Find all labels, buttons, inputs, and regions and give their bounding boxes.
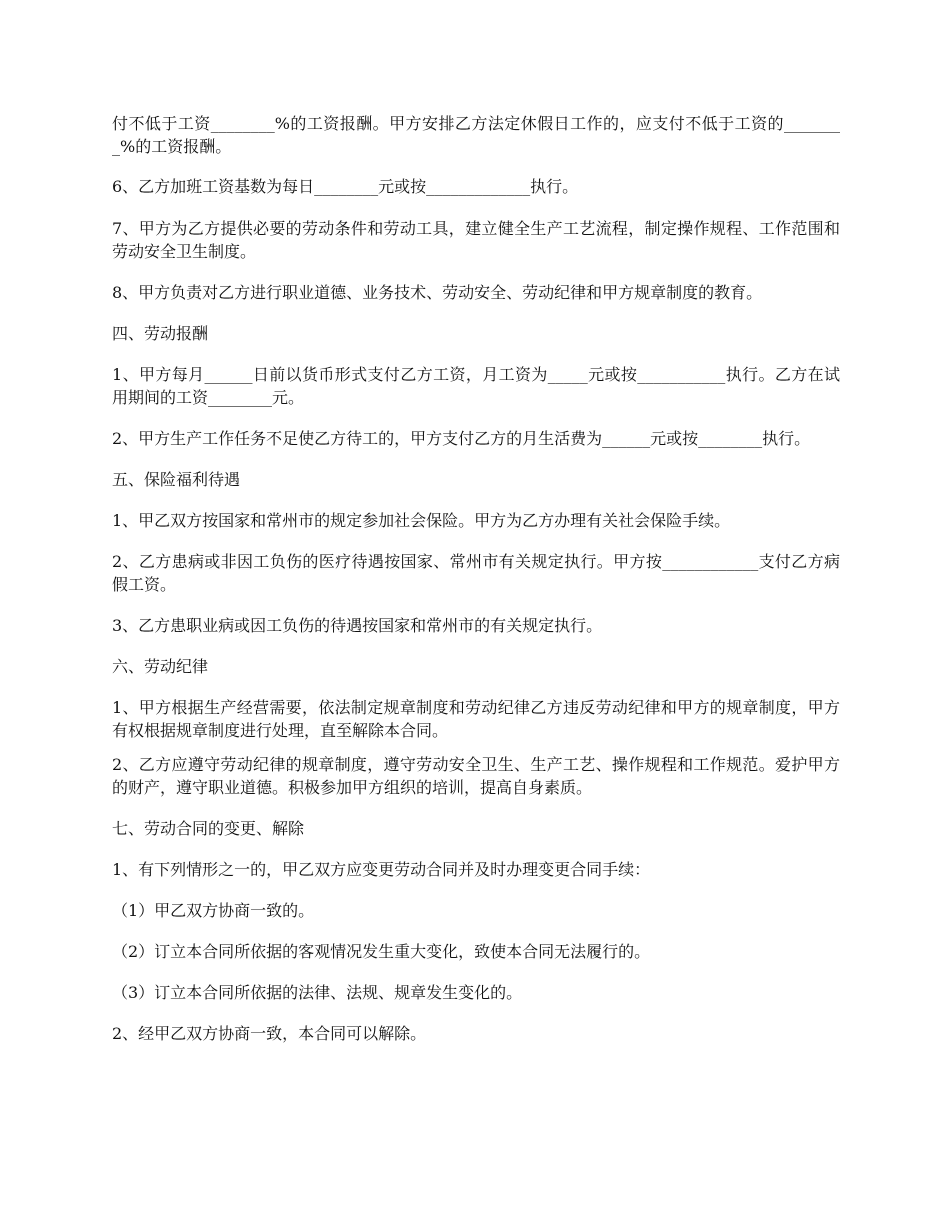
clause-6-overtime-base: 6、乙方加班工资基数为每日________元或按_____________执行。: [112, 177, 579, 196]
section-heading-4-remuneration: 四、劳动报酬: [112, 324, 209, 343]
discipline-clause-1: 1、甲方根据生产经营需要，依法制定规章制度和劳动纪律乙方违反劳动纪律和甲方的规章制度，甲方有权根据规章制度进行处理，直至解除本合同。: [112, 698, 840, 740]
change-item-2: （2）订立本合同所依据的客观情况发生重大变化，致使本合同无法履行的。: [112, 942, 651, 961]
change-item-3: （3）订立本合同所依据的法律、法规、规章发生变化的。: [112, 983, 523, 1002]
insurance-clause-2: 2、乙方患病或非因工负伤的医疗待遇按国家、常州市有关规定执行。甲方按____________支付乙方病假工资。: [112, 552, 840, 594]
change-item-1: （1）甲乙双方协商一致的。: [112, 901, 315, 920]
section-heading-6-discipline: 六、劳动纪律: [112, 657, 209, 676]
remuneration-clause-1: 1、甲方每月______日前以货币形式支付乙方工资，月工资为_____元或按___________执行。乙方在试用期间的工资________元。: [112, 365, 840, 407]
clause-7-working-conditions: 7、甲方为乙方提供必要的劳动条件和劳动工具，建立健全生产工艺流程，制定操作规程、工作范围和劳动安全卫生制度。: [112, 219, 840, 261]
insurance-clause-3: 3、乙方患职业病或因工负伤的待遇按国家和常州市的有关规定执行。: [112, 616, 603, 635]
clause-8-education: 8、甲方负责对乙方进行职业道德、业务技术、劳动安全、劳动纪律和甲方规章制度的教育。: [112, 283, 763, 302]
discipline-clause-2: 2、乙方应遵守劳动纪律的规章制度，遵守劳动安全卫生、生产工艺、操作规程和工作规范。爱护甲方的财产，遵守职业道德。积极参加甲方组织的培训，提高自身素质。: [112, 755, 840, 797]
section-heading-5-insurance: 五、保险福利待遇: [112, 470, 241, 489]
insurance-clause-1: 1、甲乙双方按国家和常州市的规定参加社会保险。甲方为乙方办理有关社会保险手续。: [112, 511, 731, 530]
termination-clause-2: 2、经甲乙双方协商一致，本合同可以解除。: [112, 1024, 427, 1043]
section-heading-7-change-termination: 七、劳动合同的变更、解除: [112, 819, 305, 838]
document-page: [112, 112, 840, 1045]
paragraph-wage-continued: 付不低于工资________%的工资报酬。甲方安排乙方法定休假日工作的，应支付不低于工资的________%的工资报酬。: [112, 114, 840, 156]
change-clause-1: 1、有下列情形之一的，甲乙双方应变更劳动合同并及时办理变更合同手续：: [112, 860, 651, 879]
remuneration-clause-2: 2、甲方生产工作任务不足使乙方待工的，甲方支付乙方的月生活费为______元或按________执行。: [112, 429, 811, 448]
